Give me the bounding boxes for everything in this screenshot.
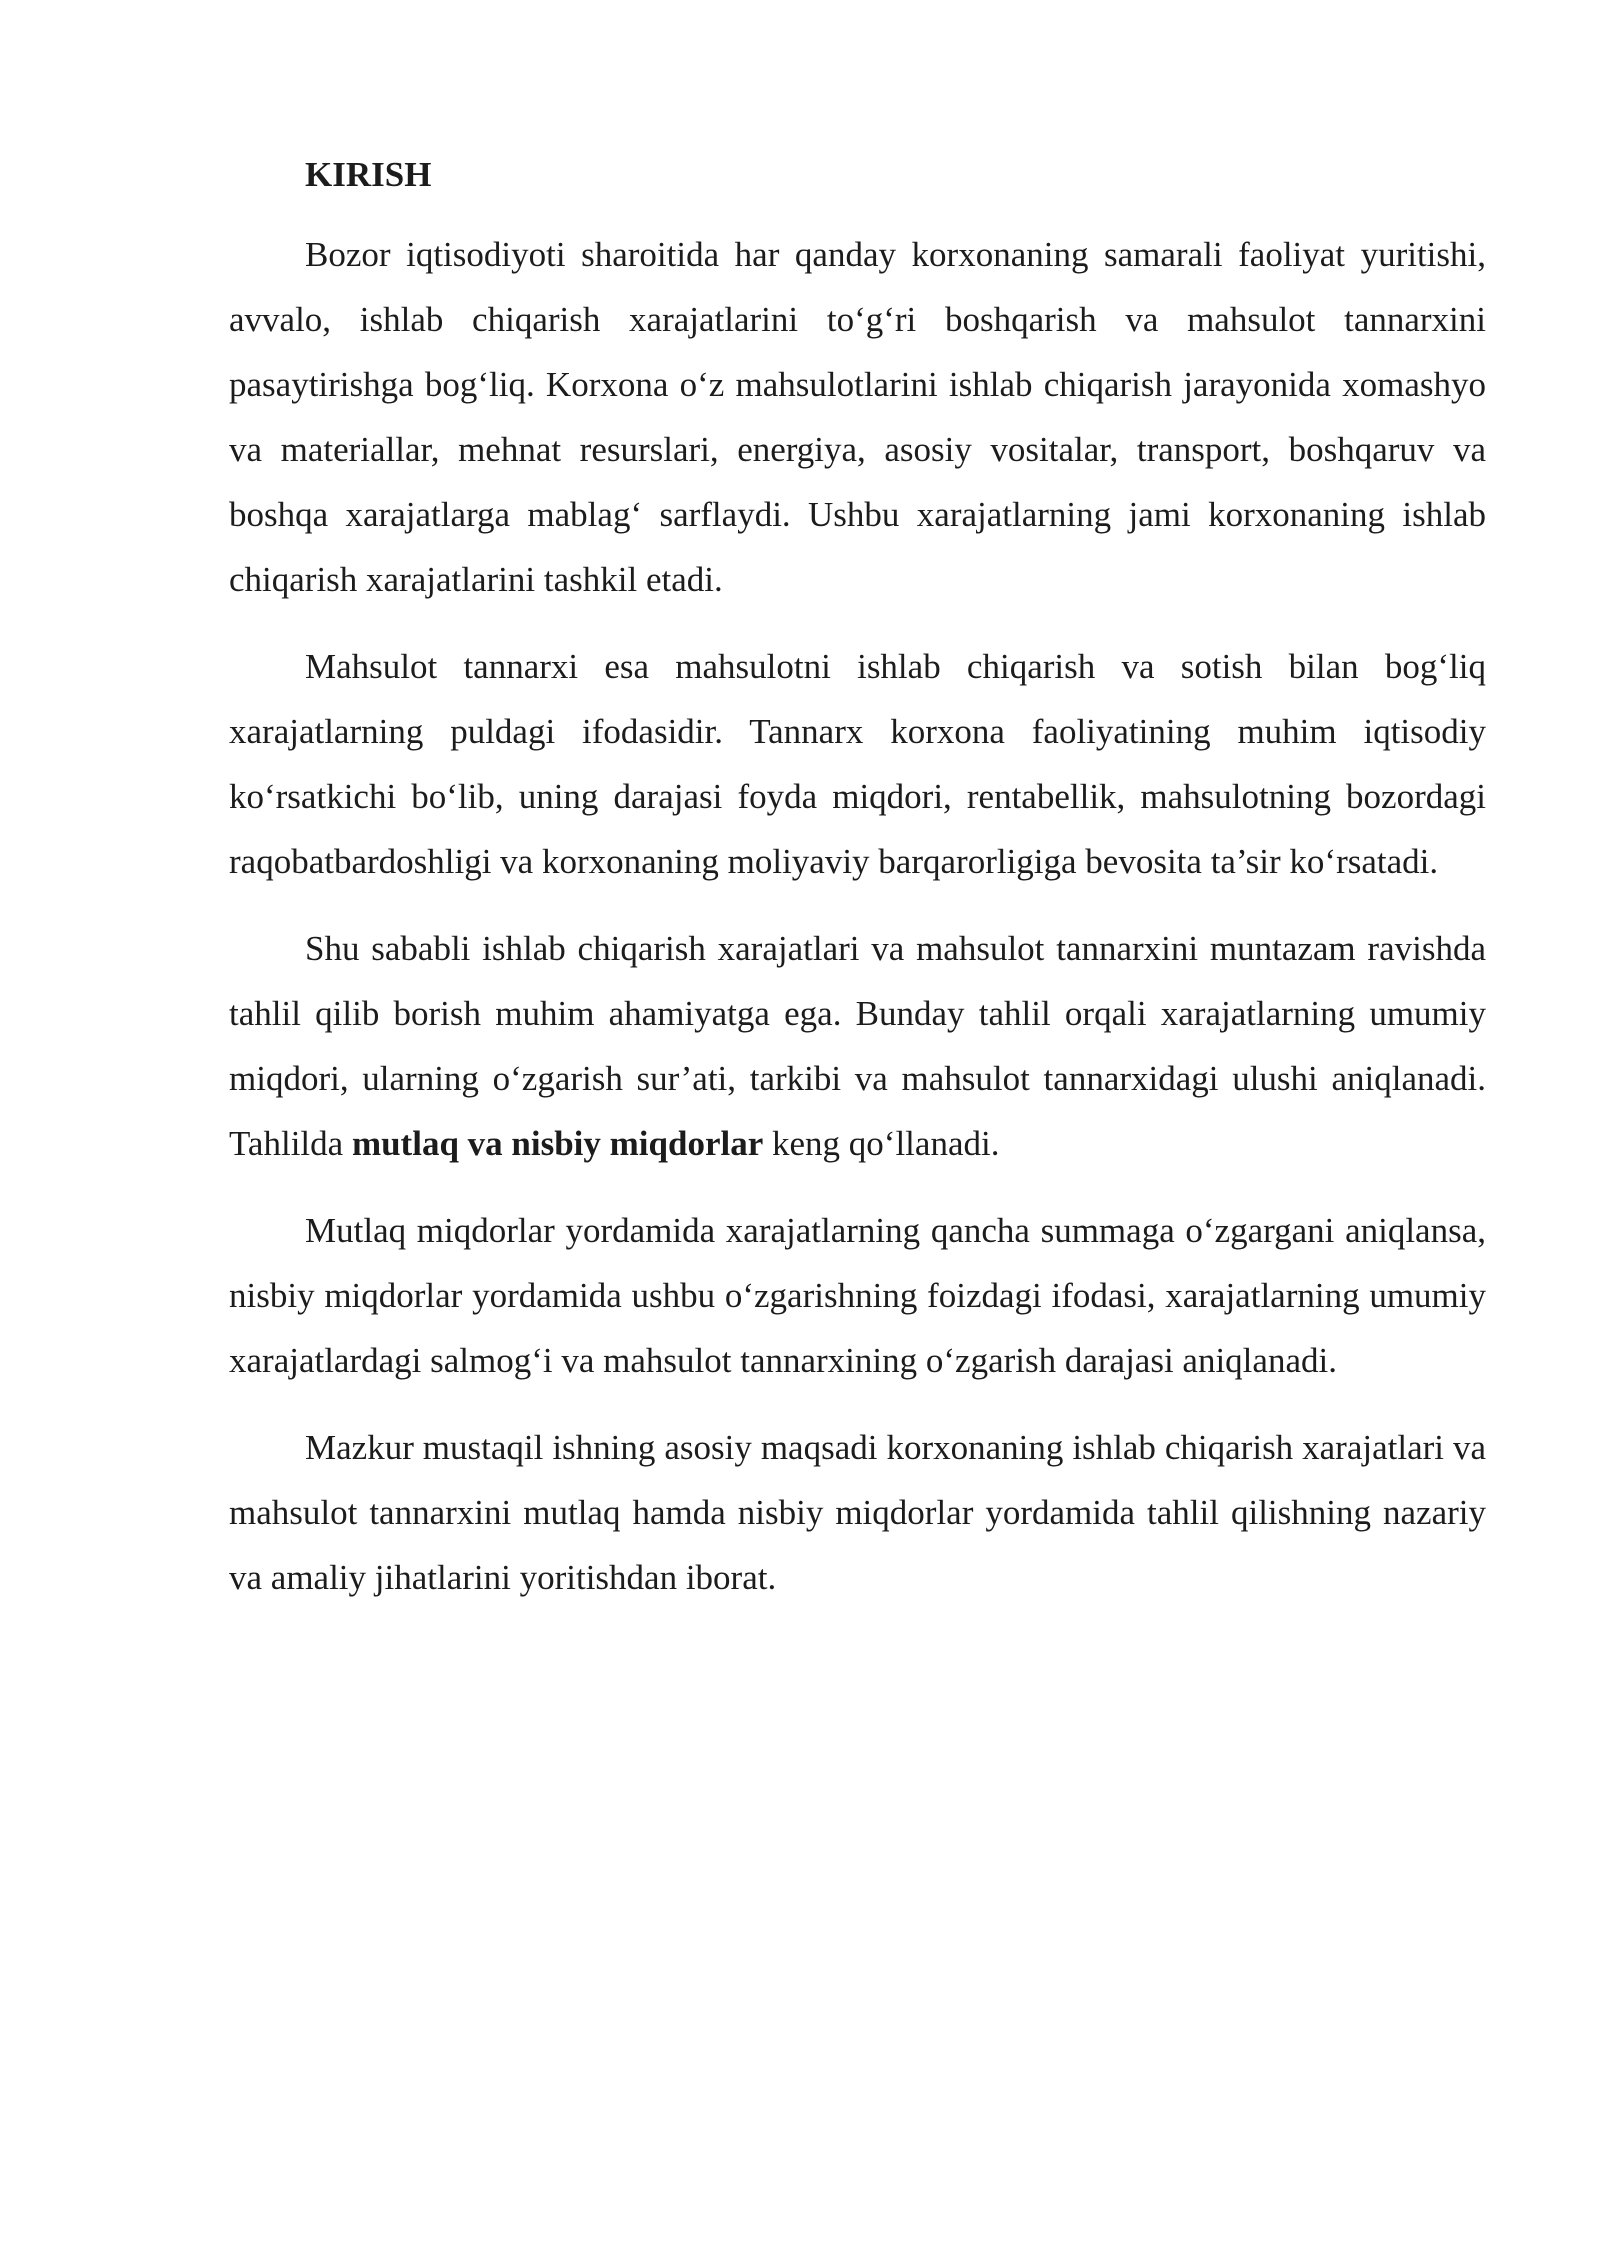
paragraph-absolute-relative: Mutlaq miqdorlar yordamida xarajatlarning qancha summaga o‘zgargani aniqlansa, nisbiy miqdorlar yordamida ushbu o‘zgarishning foizdagi ifodasi, xarajatlarning umumiy xarajatlardagi salmog‘i va mahsulot tannarxining o‘zgarish darajasi aniqlanadi. (229, 1211, 1486, 1380)
section-heading: KIRISH (305, 155, 432, 194)
paragraph-analysis-text-start: Shu sababli ishlab chiqarish xarajatlari va mahsulot tannarxini muntazam ravishda tahlil qilib borish muhim ahamiyatga ega. Bunday tahlil orqali xarajatlarning umumiy miqdori, ularning o‘zgarish sur’ati, tarkibi va mahsulot tannarxidagi ulushi aniqlanadi. Tahlilda (229, 929, 1486, 1163)
paragraph-goal: Mazkur mustaqil ishning asosiy maqsadi korxonaning ishlab chiqarish xarajatlari va mahsulot tannarxini mutlaq hamda nisbiy miqdorlar yordamida tahlil qilishning nazariy va amaliy jihatlarini yoritishdan iborat. (229, 1428, 1486, 1597)
paragraph-cost-price: Mahsulot tannarxi esa mahsulotni ishlab chiqarish va sotish bilan bog‘liq xarajatlarning puldagi ifodasidir. Tannarx korxona faoliyatining muhim iqtisodiy ko‘rsatkichi bo‘lib, uning darajasi foyda miqdori, rentabellik, mahsulotning bozordagi raqobatbardoshligi va korxonaning moliyaviy barqarorligiga bevosita ta’sir ko‘rsatadi. (229, 647, 1486, 881)
paragraph-analysis-bold-term: mutlaq va nisbiy miqdorlar (351, 1124, 764, 1163)
paragraph-analysis (229, 916, 1486, 1176)
paragraph-intro: Bozor iqtisodiyoti sharoitida har qanday korxonaning samarali faoliyat yuritishi, avvalo, ishlab chiqarish xarajatlarini to‘g‘ri boshqarish va mahsulot tannarxini pasaytirishga bog‘liq. Korxona o‘z mahsulotlarini ishlab chiqarish jarayonida xomashyo va materiallar, mehnat resurslari, energiya, asosiy vositalar, transport, boshqaruv va boshqa xarajatlarga mablag‘ sarflaydi. Ushbu xarajatlarning jami korxonaning ishlab chiqarish xarajatlarini tashkil etadi. (229, 235, 1486, 599)
paragraph-analysis-text-end: keng qo‘llanadi. (763, 1124, 1000, 1163)
document-body (229, 150, 1486, 1632)
